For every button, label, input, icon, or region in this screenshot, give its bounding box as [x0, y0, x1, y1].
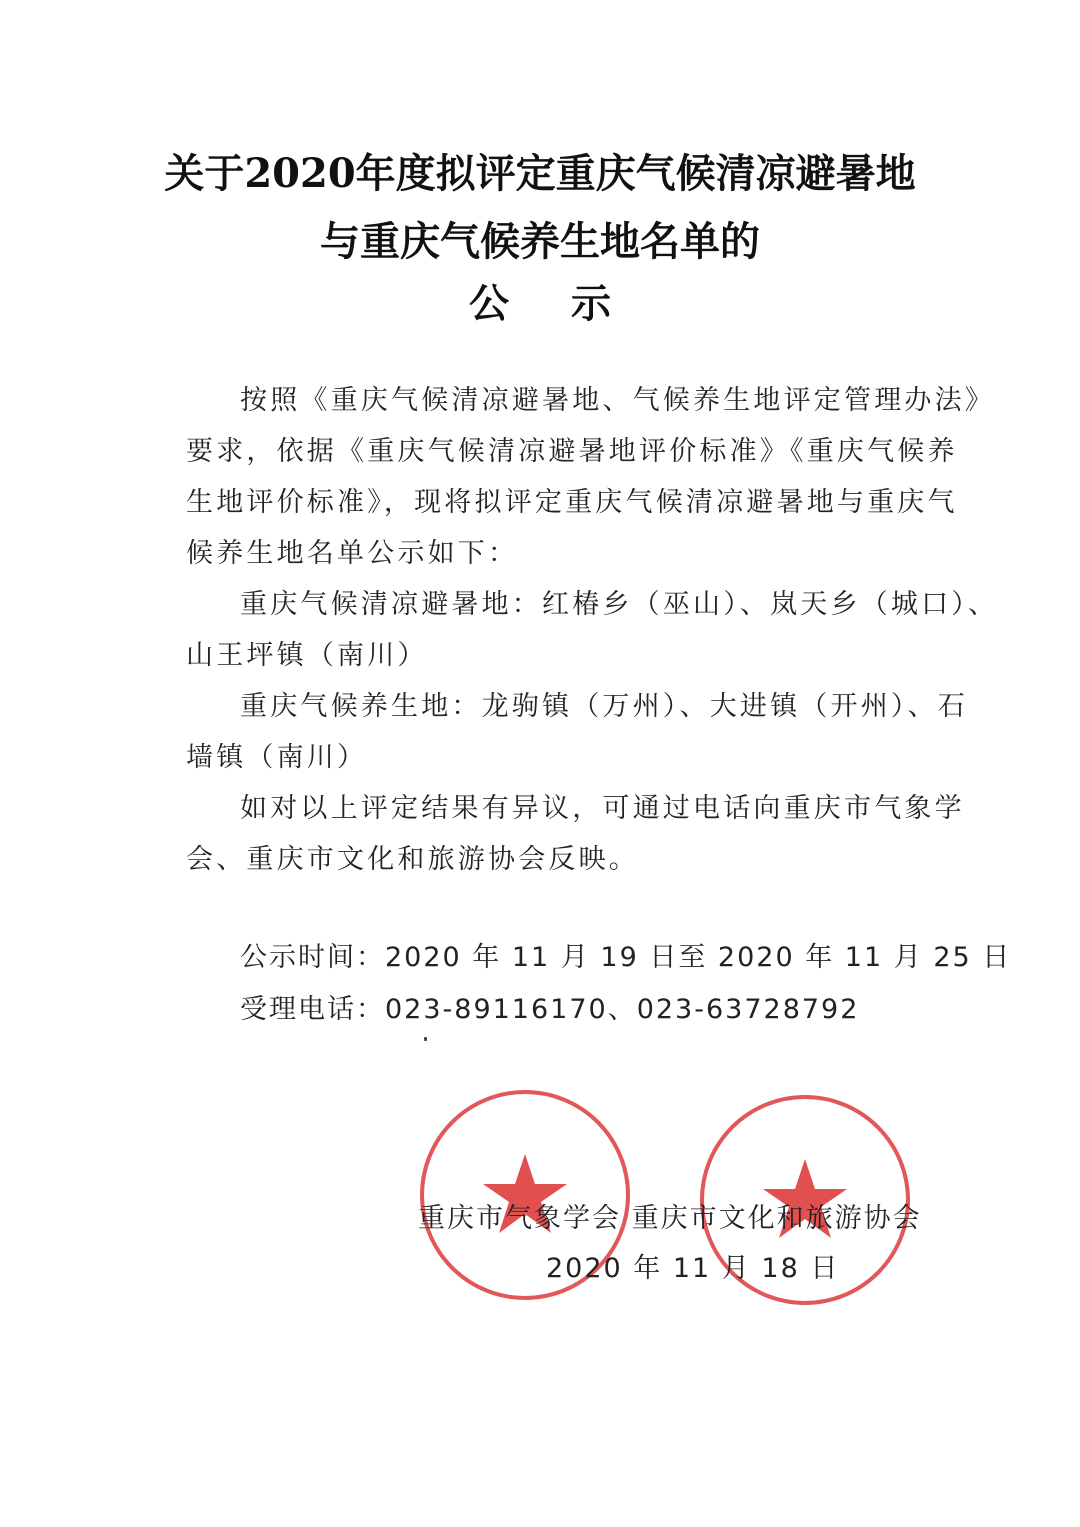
body-line: 要求，依据《重庆气候清凉避暑地评价标准》《重庆气候养 [186, 436, 958, 467]
title-line-2: 与重庆气候养生地名单的 [320, 218, 760, 265]
body-line: 山王坪镇（南川） [186, 640, 428, 671]
body-line: 候养生地名单公示如下： [186, 538, 519, 569]
body-line: 会、重庆市文化和旅游协会反映。 [186, 844, 639, 875]
title-line-1: 关于2020年度拟评定重庆气候清凉避暑地 [164, 150, 916, 197]
body-line: 生地评价标准》，现将拟评定重庆气候清凉避暑地与重庆气 [186, 487, 958, 518]
publicity-period: 公示时间：2020 年 11 月 19 日至 2020 年 11 月 25 日 [240, 942, 1012, 973]
body-line: 墙镇（南川） [186, 742, 368, 773]
title-line-3: 公示 [469, 280, 673, 327]
body-line: 重庆气候养生地：龙驹镇（万州）、大进镇（开州）、石 [240, 691, 968, 722]
scan-speck [424, 1037, 427, 1041]
body-line: 重庆气候清凉避暑地：红椿乡（巫山）、岚天乡（城口）、 [240, 589, 999, 620]
body-line: 如对以上评定结果有异议，可通过电话向重庆市气象学 [240, 793, 965, 824]
notice-body [186, 375, 999, 885]
signature-date: 2020 年 11 月 18 日 [546, 1253, 840, 1284]
contact-phone: 受理电话：023-89116170、023-63728792 [240, 994, 860, 1025]
signature-organizations: 重庆市气象学会 重庆市文化和旅游协会 [418, 1203, 922, 1234]
body-line: 按照《重庆气候清凉避暑地、气候养生地评定管理办法》 [240, 385, 995, 416]
